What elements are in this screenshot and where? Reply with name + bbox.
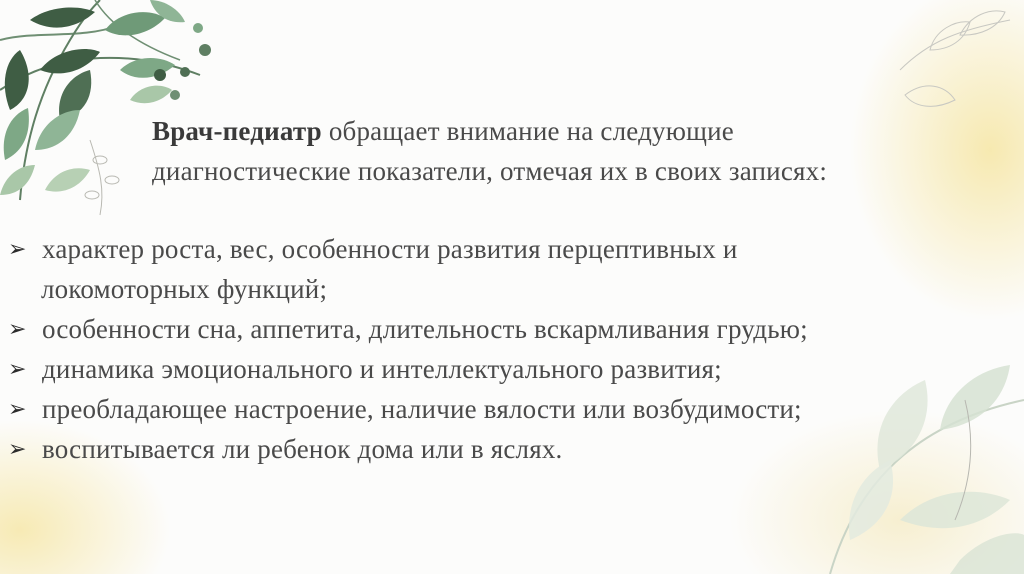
list-item	[8, 309, 1018, 349]
arrow-bullet-icon: ➢	[8, 316, 27, 341]
intro-lead: Врач-педиатр	[152, 116, 322, 146]
list-item-text: динамика эмоционального и интеллектуального развития;	[42, 354, 722, 384]
intro-paragraph	[152, 111, 1012, 191]
arrow-bullet-icon: ➢	[8, 436, 27, 461]
bullet-list	[8, 229, 1018, 469]
list-item-text: преобладающее настроение, наличие вялости или возбудимости;	[42, 394, 802, 424]
intro-line-1-rest: обращает внимание на следующие	[321, 116, 734, 146]
arrow-bullet-icon: ➢	[8, 236, 27, 261]
list-item-text: воспитывается ли ребенок дома или в яслях.	[42, 434, 563, 464]
list-item	[8, 229, 1018, 309]
list-item-text: особенности сна, аппетита, длительность вскармливания грудью;	[42, 314, 808, 344]
list-item	[8, 429, 1018, 469]
arrow-bullet-icon: ➢	[8, 396, 27, 421]
list-item-text: характер роста, вес, особенности развития перцептивных и	[42, 234, 738, 264]
list-item	[8, 389, 1018, 429]
intro-line-1	[152, 111, 1012, 151]
list-item	[8, 349, 1018, 389]
arrow-bullet-icon: ➢	[8, 356, 27, 381]
intro-line-2: диагностические показатели, отмечая их в своих записях:	[152, 156, 828, 186]
list-item-text-continued: локомоторных функций;	[41, 274, 328, 304]
